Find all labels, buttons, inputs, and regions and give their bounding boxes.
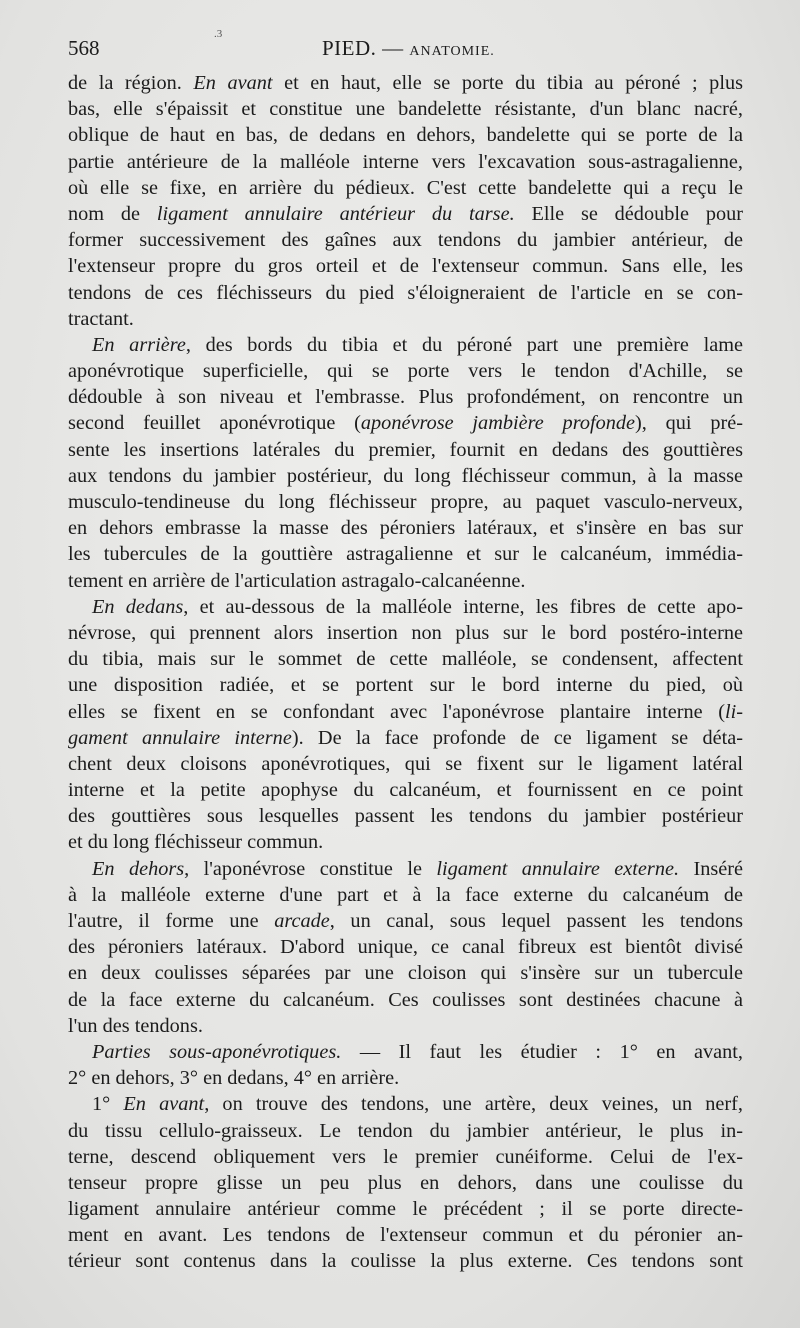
text-line [68,149,743,175]
running-header [68,28,743,66]
text-line [68,1222,743,1248]
text-line [68,856,743,882]
text-line [68,1170,743,1196]
text-run: musculo-tendineuse du long fléchisseur propre, au paquet vasculo-nerveux, [68,491,743,513]
body-text [68,70,743,1275]
text-run: Inséré [679,857,743,880]
text-run: former successivement des gaînes aux tendons du jambier antérieur, de [68,229,743,252]
text-run: 2° en dehors, 3° en dedans, 4° en arrière. [68,1067,400,1090]
italic-text: En dehors [92,857,185,880]
text-line [68,882,743,908]
italic-text: aponévrose jambière profonde [360,412,636,435]
text-run: en deux coulisses séparées par une cloison qui s'insère sur un tubercule [68,962,743,985]
text-run: des péroniers latéraux. D'abord unique, ce canal fibreux est bientôt divisé [68,936,743,959]
text-run: une disposition radiée, et se portent sur le bord interne du pied, où [68,674,743,697]
text-run: , des bords du tibia et du péroné part une première lame [185,333,743,356]
text-run: tenseur propre glisse un peu plus en dehors, dans une coulisse du [68,1171,743,1194]
text-run: aponévrotique superficielle, qui se porte vers le tendon d'Achille, se [68,360,743,383]
text-line [68,568,743,594]
text-line [68,541,743,567]
text-line [68,803,743,829]
text-run: ), qui pré- [635,412,743,435]
text-run: — Il faut les étudier : 1° en avant, [341,1040,743,1063]
ink-mark: .3 [214,28,223,40]
text-run: ligament annulaire antérieur comme le précédent ; il se porte directe- [68,1198,743,1221]
text-line [68,122,743,148]
text-line [68,1065,743,1091]
text-run: elles se fixent en se confondant avec l'aponévrose plantaire interne ( [68,700,725,723]
text-line [68,987,743,1013]
text-line [68,515,743,541]
title-separator: — [382,36,404,60]
italic-text: En arrière [92,333,186,356]
italic-text: En avant [193,72,273,94]
text-run: du tissu cellulo-graisseux. Le tendon du jambier antérieur, le plus in- [68,1119,743,1142]
text-run: ). De la face profonde de ce ligament se déta- [291,726,743,749]
text-line [68,1248,743,1274]
text-run: 1° [92,1093,124,1116]
text-line [68,1196,743,1222]
italic-text: ligament annulaire externe. [436,857,680,880]
running-title [322,36,495,61]
text-line [68,1091,743,1117]
text-line [68,384,743,410]
text-line [68,594,743,620]
text-run: terne, descend obliquement vers le premier cunéiforme. Celui de l'ex- [68,1145,743,1168]
text-line [68,227,743,253]
text-run: sente les insertions latérales du premier, fournit en dedans des gouttières [68,438,743,461]
text-run: névrose, qui prennent alors insertion non plus sur le bord postéro-interne [68,621,743,644]
text-line [68,1013,743,1039]
italic-text: En avant [123,1093,205,1116]
text-run: , l'aponévrose constitue le [184,857,437,880]
text-line [68,332,743,358]
text-line [68,410,743,436]
text-run: en dehors embrasse la masse des péroniers latéraux, et s'insère en bas sur [68,517,743,540]
text-run: l'autre, il forme une [68,910,275,932]
text-line [68,280,743,306]
text-line [68,489,743,515]
text-run: chent deux cloisons aponévrotiques, qui se fixent sur le ligament latéral [68,752,743,775]
text-run: l'un des tendons. [68,1014,203,1037]
text-run: à la malléole externe d'une part et à la face externe du calcanéum de [68,883,743,906]
text-run: de la région. [68,72,194,94]
text-run: tractant. [68,307,134,330]
text-run: dédouble à son niveau et l'embrasse. Plus profondément, on rencontre un [68,386,743,409]
text-line [68,437,743,463]
text-line [68,699,743,725]
text-line [68,646,743,672]
text-line [68,463,743,489]
text-line [68,777,743,803]
text-run: Elle se dédouble pour [514,202,743,225]
text-line [68,934,743,960]
text-line [68,96,743,122]
text-run: , et au-dessous de la malléole interne, les fibres de cette apo- [183,595,743,618]
text-run: partie antérieure de la malléole interne vers l'excavation sous-astragalienne, [68,150,743,173]
text-run: second feuillet aponévrotique ( [68,412,361,435]
text-run: des gouttières sous lesquelles passent les tendons du jambier postérieur [68,805,743,828]
text-run: et en haut, elle se porte du tibia au péroné ; plus [272,72,743,94]
text-run: nom de [68,202,157,225]
title-sub: ANATOMIE. [409,44,495,59]
text-run: bas, elle s'épaissit et constitue une bandelette résistante, d'un blanc nacré, [68,98,743,121]
title-main: PIED. [322,36,377,60]
italic-text: li- [724,700,743,723]
text-line [68,253,743,279]
text-line [68,620,743,646]
text-line [68,725,743,751]
italic-text: ligament annulaire antérieur du tarse. [156,202,515,225]
text-run: tendons de ces fléchisseurs du pied s'éloigneraient de l'article en se con- [68,281,743,304]
text-line [68,306,743,332]
text-run: , un canal, sous lequel passent les tendons [329,910,743,932]
text-run: tement en arrière de l'articulation astragalo-calcanéenne. [68,569,526,592]
text-line [68,1118,743,1144]
text-line [68,908,743,934]
text-line [68,201,743,227]
text-run: interne et la petite apophyse du calcanéum, et fournissent en ce point [68,779,743,802]
text-line [68,672,743,698]
text-line [68,751,743,777]
text-line [68,829,743,855]
text-run: de la face externe du calcanéum. Ces coulisses sont destinées chacune à [68,988,743,1011]
text-line [68,1039,743,1065]
text-run: où elle se fixe, en arrière du pédieux. C'est cette bandelette qui a reçu le [68,176,743,199]
text-run: les tubercules de la gouttière astragalienne et sur le calcanéum, immédia- [68,543,743,566]
text-line [68,960,743,986]
text-run: ment en avant. Les tendons de l'extenseur commun et du péronier an- [68,1224,743,1247]
text-line [68,358,743,384]
text-run: térieur sont contenus dans la coulisse la plus externe. Ces tendons sont [68,1250,743,1273]
italic-text: En dedans [92,595,184,618]
text-run: , on trouve des tendons, une artère, deux veines, un nerf, [204,1093,743,1116]
italic-text: Parties sous-aponévrotiques. [92,1040,342,1063]
text-run: et du long fléchisseur commun. [68,831,324,854]
text-run: oblique de haut en bas, de dedans en dehors, bandelette qui se porte de la [68,124,743,147]
italic-text: arcade [274,910,330,932]
text-run: aux tendons du jambier postérieur, du long fléchisseur commun, à la masse [68,464,743,487]
text-run: du tibia, mais sur le sommet de cette malléole, se condensent, affectent [68,648,743,671]
page-number: 568 [68,36,100,60]
italic-text: gament annulaire interne [68,726,292,749]
text-line [68,70,743,96]
text-run: l'extenseur propre du gros orteil et de l'extenseur commun. Sans elle, les [68,255,743,278]
text-line [68,175,743,201]
text-line [68,1144,743,1170]
